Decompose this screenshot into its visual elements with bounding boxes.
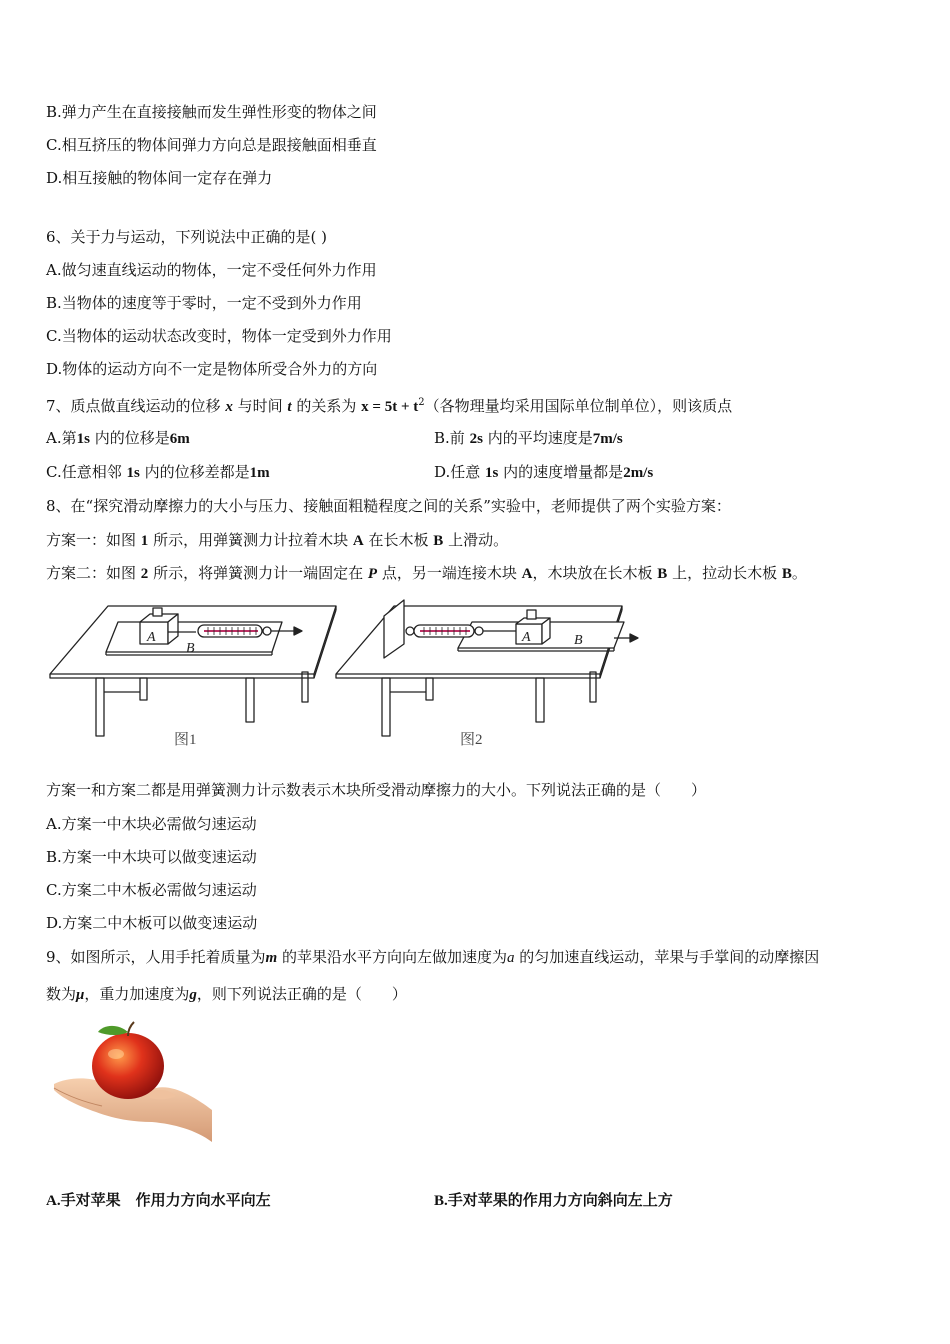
fig1-label-a: A [147, 630, 156, 645]
q7-formula: x = 5t + t [361, 399, 419, 415]
fig2-label-a: A [522, 630, 531, 645]
q8-option-d: D.方案二中木板可以做变速运动 [46, 914, 258, 932]
apple-in-hand-image [46, 1018, 216, 1146]
experiment-figures [46, 596, 646, 756]
figure-2 [336, 600, 638, 736]
q6-option-c: C.当物体的运动状态改变时，物体一定受到外力作用 [46, 327, 392, 345]
q9-stem-line-2: 数为μ，重力加速度为g，则下列说法正确的是（ ） [46, 985, 407, 1003]
fig1-caption: 图1 [174, 732, 197, 748]
q8-option-a: A.方案一中木块必需做匀速运动 [46, 815, 257, 833]
fig2-caption: 图2 [460, 732, 483, 748]
fig2-label-b: B [574, 633, 583, 648]
q6-option-d: D.物体的运动方向不一定是物体所受合外力的方向 [46, 360, 378, 378]
figure-1 [50, 606, 336, 736]
q9-option-b: B.手对苹果的作用力方向斜向左上方 [434, 1193, 673, 1209]
q7-option-c: C.任意相邻 1s 内的位移差都是1m [46, 463, 270, 481]
q8-plan-2: 方案二：如图 2 所示，将弹簧测力计一端固定在 P 点，另一端连接木块 A，木块放在长木板 B 上，拉动长木板 B。 [46, 564, 807, 582]
q7-option-b: B.前 2s 内的平均速度是7m/s [434, 429, 623, 447]
q7-option-a: A.第1s 内的位移是6m [46, 429, 190, 447]
fig1-label-b: B [186, 641, 195, 656]
q8-option-c: C.方案二中木板必需做匀速运动 [46, 881, 257, 899]
q6-option-b: B.当物体的速度等于零时，一定不受到外力作用 [46, 294, 362, 312]
q8-question: 方案一和方案二都是用弹簧测力计示数表示木块所受滑动摩擦力的大小。下列说法正确的是（ ） [46, 781, 707, 799]
q8-plan-1: 方案一：如图 1 所示，用弹簧测力计拉着木块 A 在长木板 B 上滑动。 [46, 531, 509, 549]
q5-option-d: D.相互接触的物体间一定存在弹力 [46, 169, 273, 187]
q7-option-d: D.任意 1s 内的速度增量都是2m/s [434, 463, 654, 481]
q9-stem-line-1: 9、如图所示，人用手托着质量为m 的苹果沿水平方向向左做加速度为a 的匀加速直线运动，苹果与手掌间的动摩擦因 [46, 948, 820, 966]
q9-option-a: A.手对苹果 作用力方向水平向左 [46, 1193, 271, 1209]
q6-stem: 6、关于力与运动，下列说法中正确的是( ) [46, 228, 328, 246]
q7-stem: 7、质点做直线运动的位移 x 与时间 t 的关系为 $x = 5t + t^2$（各物理量均采用国际单位制单位），则该质点 [46, 397, 733, 415]
q5-option-c: C.相互挤压的物体间弹力方向总是跟接触面相垂直 [46, 136, 377, 154]
q5-option-b: B.弹力产生在直接接触而发生弹性形变的物体之间 [46, 103, 377, 121]
q8-option-b: B.方案一中木块可以做变速运动 [46, 848, 257, 866]
q8-stem: 8、在“探究滑动摩擦力的大小与压力、接触面粗糙程度之间的关系”实验中，老师提供了两个实验方案： [46, 497, 731, 515]
q6-option-a: A.做匀速直线运动的物体，一定不受任何外力作用 [46, 261, 377, 279]
